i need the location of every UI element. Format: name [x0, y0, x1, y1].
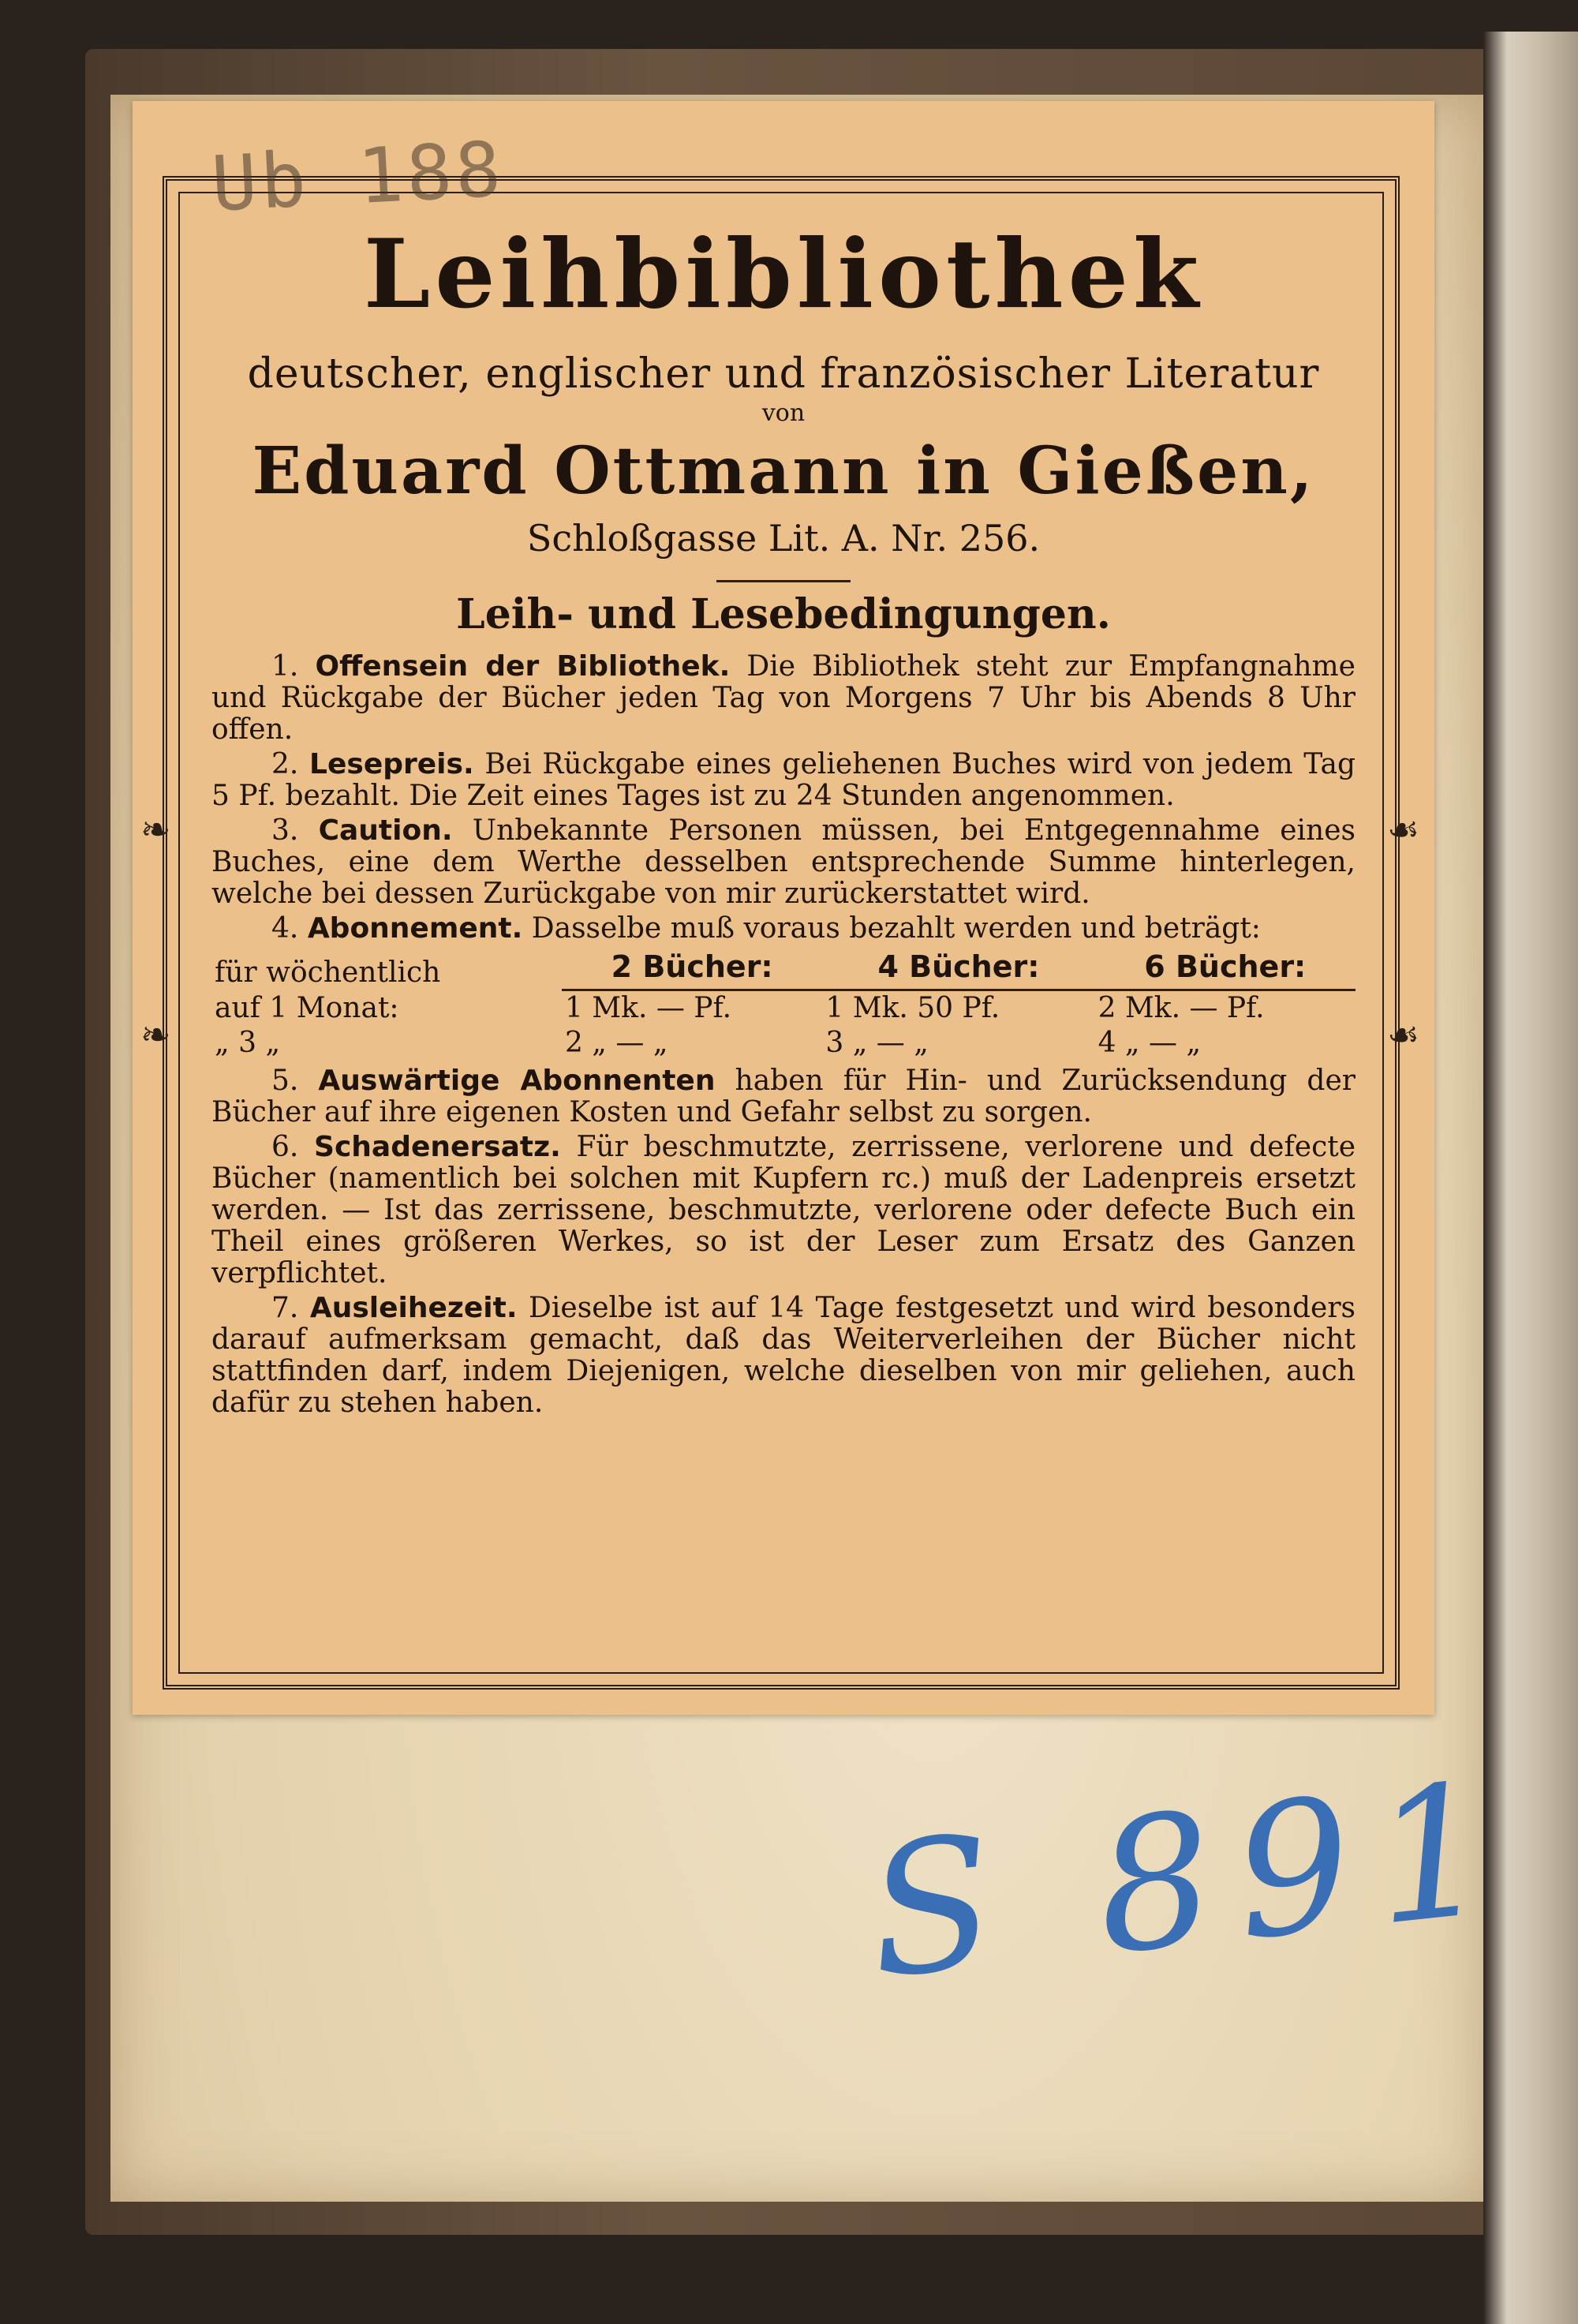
owner-address: Schloßgasse Lit. A. Nr. 256. [526, 517, 1041, 559]
library-title: Leihbibliothek [363, 219, 1204, 330]
subscription-price-table [211, 949, 1356, 1061]
library-label [133, 101, 1434, 1715]
label-content [211, 219, 1356, 1422]
frame-ornament-left-1: ❧ [140, 808, 171, 851]
rule-3: 3. Caution. Unbekannte Personen müssen, bei Entgegennahme eines Buches, eine dem Werthe desselben entsprechende Summe hinterlegen, welche bei dessen Zurückgabe von mir zurückerstattet wird. [211, 814, 1356, 910]
price-row: auf 1 Monat: 1 Mk. — Pf. 1 Mk. 50 Pf. 2 Mk. — Pf. [215, 992, 1265, 1024]
price-table-header [211, 949, 1356, 990]
library-subtitle: deutscher, englischer und französischer Literatur [247, 350, 1320, 398]
price-header-6: 6 Bücher: [1095, 949, 1356, 990]
rule-7: 7. Ausleihezeit. Dieselbe ist auf 14 Tage festgesetzt und wird besonders darauf aufmerksam gemacht, daß das Weiterverleihen der Bücher nicht stattfinden darf, indem Diejenigen, welche dieselben von mir geliehen, auch dafür zu stehen haben. [211, 1292, 1356, 1419]
divider-rule [716, 580, 851, 582]
shelfmark-blue-ink: S 891 [858, 1742, 1524, 2020]
price-header-4: 4 Bücher: [822, 949, 1094, 990]
rule-4: 4. Abonnement. Dasselbe muß voraus bezahlt werden und beträgt: [271, 912, 1261, 945]
price-row: „ 3 „ 2 „ — „ 3 „ — „ 4 „ — „ [215, 1027, 1202, 1059]
owner-name: Eduard Ottmann in Gießen, [252, 433, 1315, 509]
handwritten-pencil-note: Ub 188 [209, 125, 507, 229]
rule-1: 1. Offensein der Bibliothek. Die Bibliothek steht zur Empfangnahme und Rückgabe der Bücher jeden Tag von Morgens 7 Uhr bis Abends 8 Uhr offen. [211, 650, 1356, 746]
rule-5: 5. Auswärtige Abonnenten haben für Hin- und Zurücksendung der Bücher auf ihre eigenen Kosten und Gefahr selbst zu sorgen. [211, 1065, 1356, 1128]
conditions-text [211, 651, 1356, 1419]
von-text: von [761, 399, 806, 427]
rule-6: 6. Schadenersatz. Für beschmutzte, zerrissene, verlorene und defecte Bücher (namentlich bei solchen mit Kupfern rc.) muß der Ladenpreis ersetzt werden. — Ist das zerrissene, beschmutzte, verlorene oder defecte Buch ein Theil eines größeren Werkes, so ist der Leser zum Ersatz des Ganzen verpflichtet. [211, 1131, 1356, 1289]
book-spine [1483, 32, 1578, 2324]
price-header-2: 2 Bücher: [562, 949, 822, 990]
conditions-heading: Leih- und Lesebedingungen. [456, 590, 1111, 638]
frame-ornament-right-1: ☙ [1387, 808, 1420, 851]
price-label-column: für wöchentlich [215, 956, 441, 989]
frame-ornament-left-2: ❧ [140, 1013, 171, 1056]
rule-2: 2. Lesepreis. Bei Rückgabe eines geliehenen Buches wird von jedem Tag 5 Pf. bezahlt. Die Zeit eines Tages ist zu 24 Stunden angenommen. [211, 748, 1356, 812]
frame-ornament-right-2: ☙ [1387, 1013, 1420, 1056]
